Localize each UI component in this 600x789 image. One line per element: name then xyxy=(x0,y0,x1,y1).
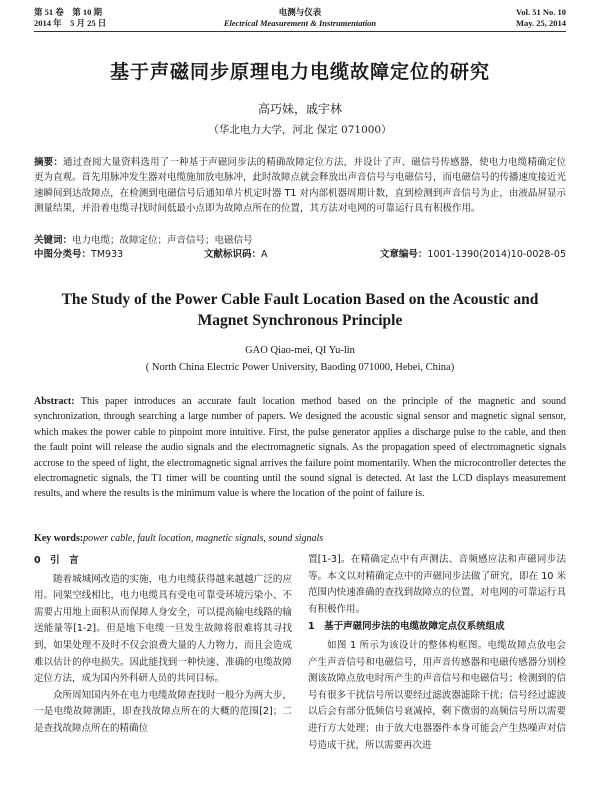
abstract-cn-text: 通过查阅大量资料选用了一种基于声磁同步法的精确故障定位方法，并设计了声、磁信号传感器，使电力电缆精确定位更为直观。首先用脉冲发生器对电缆施加放电脉冲，此时故障点就会释放出声音信号与电磁信号，而电磁信号的传播速度接近光速瞬间到达故障点，在检测到电磁信号后通知单片机定时器 T1 对内部机器周期计数，直到检测到声音信号为止，由液晶屏显示测量结果，并沿着电缆寻找时间低最小点即为故障点所在的位置，其方法对电网的可靠运行具有积极作用。 xyxy=(34,157,567,215)
body-paragraph: 如图 1 所示为该设计的整体构框图。电缆故障点放电会产生声音信号和电磁信号，用声音传感器和电磁传感器分别检测该故障点放电时所产生的声音信号和电磁信号；检测到的信号有很多干扰信号所以要经过滤波器滤除干扰；信号经过滤波以后会有部分低频信号衰减掉，剩下微弱的高频信号所以需要进行方大处理；由于放大电器器件本身可能会产生热噪声对信号造成干扰，所以需要再次进 xyxy=(308,639,566,751)
body-column-left xyxy=(34,552,292,738)
body-paragraph: 随着城城网改造的实施，电力电缆获得越来越越广泛的应用。同架空线相比，电力电缆具有受电可靠受环境污染小、不需要占用地上面积从而保障人身安全，可以提高输电线路的输送能量等[1-2]。但是地下电缆一旦发生故障将很难将其寻找到，如果处理不及时不仅会浪费大量的人力物力，而且会造成难以估计的停电损失。因此能找到一种快速、准确的电缆故障定位方法，成为国内外科研人员的共同目标。 xyxy=(34,573,292,685)
classification-row xyxy=(34,248,566,262)
keywords-cn-label: 关键词： xyxy=(34,235,73,246)
journal-issue-info: Vol. 51 No. 10 May. 25, 2014 xyxy=(515,7,566,28)
journal-volume-info: 第 51 卷 第 10 期 2014 年 5 月 25 日 xyxy=(34,7,107,28)
header-divider xyxy=(34,31,566,32)
abstract-en-label: Abstract: xyxy=(34,396,75,407)
journal-name: 电测与仪表 Electrical Measurement & Instrumentation xyxy=(223,7,377,28)
paper-title-cn: 基于声磁同步原理电力电缆故障定位的研究 xyxy=(109,61,490,83)
keywords-en-label: Key words: xyxy=(34,533,84,544)
article-number: 文章编号：1001-1390(2014)10-0028-05 xyxy=(379,249,566,260)
paper-title-en: The Study of the Power Cable Fault Location Based on the Acoustic and Magnet Synchronous Principle xyxy=(61,291,539,329)
section-heading-system: 1 基于声磁同步法的电缆故障定点仪系统组成 xyxy=(308,621,505,633)
abstract-en-text: This paper introduces an accurate fault location method based on the principle of the magnetic and sound synchronization, through searching a large number of papers. We designed the acoustic signal sensor and magnetic signal sensor, which makes the power cable to pinpoint more intuitive. First, the pulse generator applies a discharge pulse to the cable, and then the fault point will release the audio signals and the electromagnetic signals. As the propagation speed of electromagnetic signals accrose to the speed of light, the electromagnetic signal arrives the failure point momentarily. When the microcontroller detectes the electromagnetic signals, the T1 timer will be counting until the sound signal is detected. At last the LCD displays measurement results, and where the results is the minimum value is where the location of the point of failure is. xyxy=(34,396,566,500)
keywords-cn-text: 电力电缆；故障定位；声音信号；电磁信号 xyxy=(72,235,253,246)
abstract-cn xyxy=(34,155,566,217)
body-column-right xyxy=(308,552,566,754)
keywords-en xyxy=(34,532,566,546)
keywords-en-text: power cable, fault location, magnetic signals, sound signals xyxy=(83,533,324,544)
running-header xyxy=(34,7,566,33)
clc-number: 中图分类号：TM933 xyxy=(34,249,124,260)
authors-en: GAO Qiao-mei, QI Yu-lin xyxy=(245,345,355,356)
body-paragraph: 置[1-3]。在精确定点中有声测法、音频感应法和声磁同步法等。本文以对精确定点中的声磁同步法做了研究，即在 10 米范围内快速准确的查找到故障点的位置，对电网的可靠运行具有积极作用。 xyxy=(308,554,566,615)
authors-cn: 高巧妹，戚宇林 xyxy=(257,102,342,116)
body-paragraph: 众所周知国内外在电力电缆故障查找时一般分为两大步，一是电缆故障测距，即查找故障点所在的大概的范围[2]；二是查找故障点所在的精确位 xyxy=(34,689,292,734)
abstract-cn-label: 摘要： xyxy=(34,157,64,168)
affiliation-cn: （华北电力大学，河北 保定 071000） xyxy=(208,124,392,136)
keywords-cn xyxy=(34,234,566,248)
document-code: 文献标识码：A xyxy=(204,249,268,260)
abstract-en xyxy=(34,394,566,502)
section-heading-introduction: 0 引 言 xyxy=(34,555,79,566)
affiliation-en: ( North China Electric Power University, Baoding 071000, Hebei, China) xyxy=(145,362,455,373)
